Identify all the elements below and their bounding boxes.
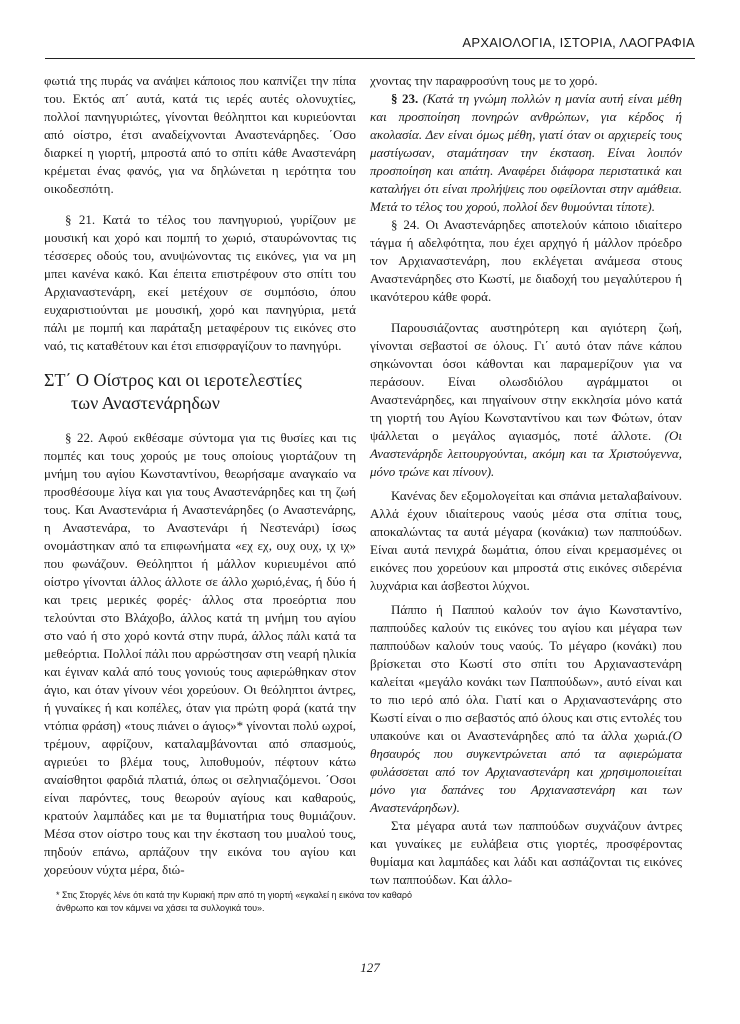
paragraph-21: § 21. Κατά το τέλος του πανηγυριού, γυρίζουν με μουσική και χορό και πομπή το χωριό, σταυρώνοντας τις τέσσερες οδούς του, ανυψώνοντας τις εικόνες, για να μη μπει κανένα κακό. Και έπειτα επιστρέφουν στο σπίτι του Αρχιαναστενάρη, εκεί μετέχουν σε συμπόσιο, όπου ευχαριστιούνται με μουσική, χορό και πανηγύρια, μετά πάλι με πομπή και παράταξη μεταφέρουν τις εικόνες στο ναό, τις καταθέτουν και έτσι επισφραγίζουν το πανηγύρι. [44, 212, 356, 353]
footnote-line-1: * Στις Στοργές λένε ότι κατά την Κυριακή πριν από τη γιορτή «εγκαλεί η εικόνα τον καθαρό [56, 890, 413, 900]
paragraph-d-text: Πάππο ή Παππού καλούν τον άγιο Κωνσταντίνο, παππούδες καλούν τις εικόνες του αγίου και μέγαρα των παππούδων καλούν τους ναούς. Το μέγαρο (κονάκι) που βρίσκεται στο Κωστί στο σπίτι του Αρχιαναστενάρη καλείται «μεγάλο κονάκι των Παππούδων», αυτό είναι και το πιο ιερό από όλα. Γιατί και ο Αρχιαναστενάρης στο Κωστί είναι ο πιο σεβαστός από όλους και στις εντολές του υπακούνε και οι Αναστενάρηδες από τα άλλα χωριά. [370, 602, 682, 743]
paragraph-23-number: § 23. [391, 91, 419, 106]
footnote [56, 889, 676, 915]
footnote-line-2: άνθρωπο και τον κάμνει να χάσει τα συλλογικά του». [56, 903, 265, 913]
page-number: 127 [360, 960, 380, 975]
paragraph-24: § 24. Οι Αναστενάρηδες αποτελούν κάποιο ιδιαίτερο τάγμα ή αδελφότητα, που έχει αρχηγό ή μάλλον πρόεδρο τον Αρχιαναστενάρη, που εκλέγεται ανάμεσα στους Αναστενάρηδες στο Κωστί, με διαδοχή του μεγαλύτερου ή ικανότερου κάθε φορά. [370, 217, 682, 304]
running-title: ΑΡΧΑΙΟΛΟΓΙΑ, ΙΣΤΟΡΙΑ, ΛΑΟΓΡΑΦΙΑ [462, 35, 695, 50]
paragraph-d-italic: (Ο θησαυρός που συγκεντρώνεται από τα αφιερώματα φυλάσσεται από τον Αρχιαναστενάρη και χρησιμοποιείται μόνο για δαπάνες του Αρχιαναστενάρη και των Αναστενάρηδων). [370, 728, 682, 815]
paragraph-23-text: (Κατά τη γνώμη πολλών η μανία αυτή είναι μέθη και προσποίηση πονηρών ανθρώπων, για κέρδος ή ακολασία. Δεν είναι όμως μέθη, γιατί όταν οι αρχιερείς τους μαστίγωσαν, σταμάτησαν την έκσταση. Είναι λοιπόν προσποίηση και απάτη. Αναφέρει διάφορα περιστατικά και καταλήγει ότι είναι προλήψεις που οφείλονται στην αμάθεια. Μετά το τέλος του χορού, πολλοί δεν θυμούνται τίποτε). [370, 91, 682, 214]
paragraph-continuation-right: χνοντας την παραφροσύνη τους με το χορό. [370, 73, 598, 88]
running-header [45, 34, 695, 59]
paragraph-b-italic: (Οι Αναστενάρηδε λειτουργούνται, ακόμη και τα Χριστούγεννα, μόνο τρώνε και πίνουν). [370, 428, 682, 479]
section-heading-line-2: των Αναστενάρηδων [71, 393, 220, 413]
paragraph-22: § 22. Αφού εκθέσαμε σύντομα για τις θυσίες και τις πομπές και τους χορούς με τους οποίους γιορτάζουν τη μνήμη του αγίου Κωνσταντίνου, θεωρήσαμε αναγκαίο να προσθέσουμε λίγα και για τους Αναστενάρηδες και τη ζωή τους. Και Αναστενάρια ή Αναστενάρηδες (ο Αναστενάρης, η Αναστενάρα, το Αναστενάρι ή Νεστενάρι) ίσως ονομάστηκαν από τα επιφωνήματα «εχ εχ, ουχ ουχ, ιχ ιχ» που φωνάζουν. Θεόληπτοι ή μάλλον κυριευμένοι από οίστρο γίνονται άλλος άλλοτε σε άλλο χωριό,ένας, ή δύο ή και τρεις μερικές φορές· άλλος στα προεόρτια που τελούνται στο Βλάχοβο, άλλος κατά τη μνήμη του αγίου στο ναό ή στο χορό κοντά στην πυρά, άλλος πάλι κατά τα μεθεόρτια. Πολλοί πάλι που αρρώστησαν στη νεαρή ηλικία και έγιναν καλά από τους γονιούς τους αφιερώθηκαν στον άγιο, και όταν γίνουν νέοι χορεύουν. Οι θεόληπτοι άντρες, ή γυναίκες ή και κοπέλες, όταν για πρώτη φορά (κατά την ντόπια φράση) «τους πιάνει ο άγιος»* γίνονται πολύ ωχροί, τρέμουν, αφρίζουν, καταλαμβάνονται από σπασμούς, αγριεύει το βλέμα τους, λιποθυμούν, πέφτουν κάτω αναίσθητοι φαρδιά πλατιά, όπως οι σεληνιαζόμενοι. ΄Οσοι είναι παρόντες, τους θεωρούν αγίους και καθαρούς, κρατούν λαμπάδες και με τα θυμιατήρια τους θυμιάζουν. Μέσα στον οίστρο τους και την έκσταση του μυαλού τους, πηδούν επάνω, αρπάζουν την εικόνα του αγίου και χορεύουν νύχτα μέρα, διώ- [44, 430, 356, 877]
section-heading-line-1: ΣΤ΄ Ο Οίστρος και οι ιεροτελεστίες [44, 370, 302, 390]
paragraph-e: Στα μέγαρα αυτά των παππούδων συχνάζουν άντρες και γυναίκες με ευλάβεια στις γιορτές, προσφέροντας θυμίαμα και λαμπάδες και λάδι και ασπάζονται τις εικόνες των παππούδων. Και άλλο- [370, 818, 682, 887]
section-heading [44, 369, 356, 415]
paragraph-b-text: Παρουσιάζοντας αυστηρότερη και αγιότερη ζωή, γίνονται σεβαστοί σε όλους. Γι΄ αυτό όταν πάνε κάπου σηκώνονται όσοι κάθονται και παραμερίζουν για να περάσουν. Είναι ολωσδιόλου αγράμματοι οι Αναστενάρηδες, και πηγαίνουν στην εκκλησία μόνο κατά τη γιορτή του Αγίου Κωνσταντίνου και των Φώτων, όταν ψάλλεται ο μεγάλος αγιασμός, ποτέ άλλοτε. [370, 320, 682, 443]
paragraph-23 [370, 90, 682, 216]
paragraph-b [370, 319, 682, 481]
paragraph-continuation: φωτιά της πυράς να ανάψει κάποιος που καπνίζει την πίπα του. Εκτός απ΄ αυτά, κατά τις ιερές αυτές ολονυχτίες, πολλοί πανηγυριώτες, γίνονται θεόληπτοι και κυριεύονται από οίστρο, έτσι αναδείχνονται Αναστενάρηδες. ΄Οσο διαρκεί η γιορτή, μπροστά από το σπίτι κάθε Αναστενάρη κρέμεται ένας φανός, για να δηλώνεται η ιερότητα του οικοδεσπότη. [44, 73, 356, 196]
left-column [44, 72, 356, 879]
paragraph-c: Κανένας δεν εξομολογείται και σπάνια μεταλαβαίνουν. Αλλά έχουν ιδιαίτερους ναούς μέσα στα σπίτια τους, αποκαλώντας τα αυτά μέγαρα (κονάκια) των παππούδων. Είναι αυτά πενιχρά δωμάτια, όπου είναι κρεμασμένες οι εικόνες που χορεύουν και μπροστά στις εικόνες σιδερένια λυχνάρια και άσβεστοι λύχνοι. [370, 488, 682, 593]
right-column [370, 72, 682, 889]
paragraph-d [370, 601, 682, 817]
